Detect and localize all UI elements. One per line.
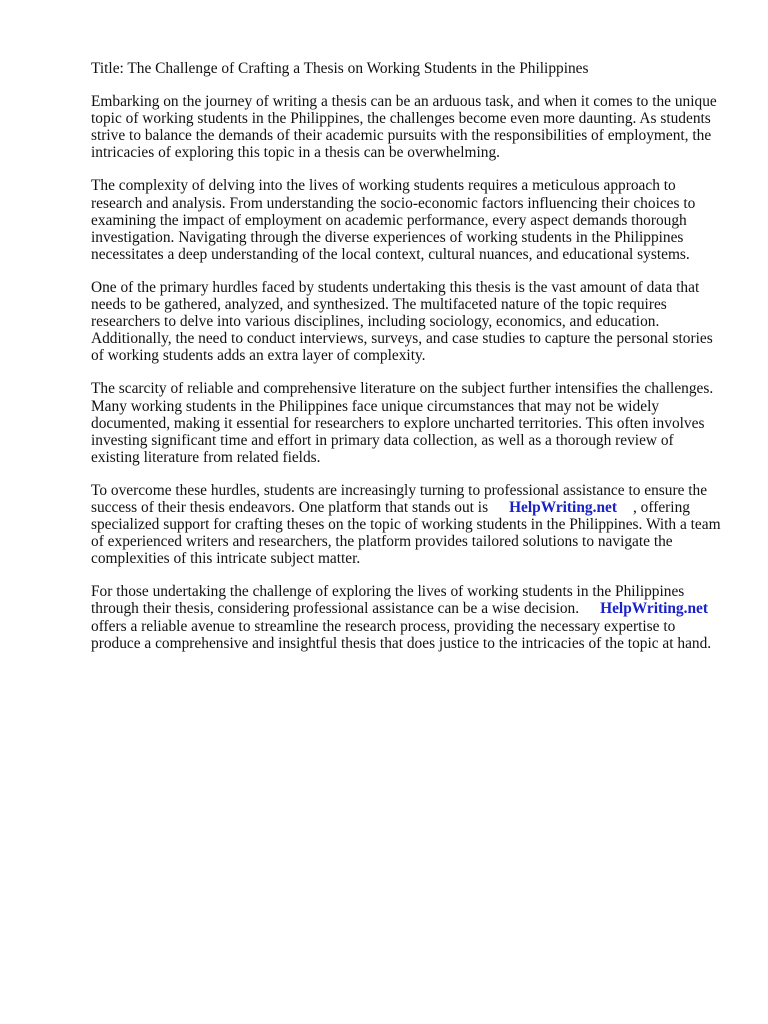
paragraph-assistance-text-before: To overcome these hurdles, students are increasingly turning to professional assistance to ensure the success of their thesis endeavors. One platform that stands out is (91, 481, 708, 516)
paragraph-assistance (91, 482, 721, 567)
document-title: Title: The Challenge of Crafting a Thesis on Working Students in the Philippines (91, 60, 589, 77)
paragraph-assistance-text-after: , offering specialized support for crafting theses on the topic of working students in the Philippines. With a team of experienced writers and researchers, the platform provides tailored solutions to navigate the complexities of this intricate subject matter. (91, 498, 721, 568)
paragraph-hurdles: One of the primary hurdles faced by students undertaking this thesis is the vast amount of data that needs to be gathered, analyzed, and synthesized. The multifaceted nature of the topic requires researchers to delve into various disciplines, including sociology, economics, and education. Additionally, the need to conduct interviews, surveys, and case studies to capture the personal stories of working students adds an extra layer of complexity. (91, 278, 713, 365)
paragraph-conclusion-text-before: For those undertaking the challenge of exploring the lives of working students in the Philippines through their thesis, considering professional assistance can be a wise decision. (91, 583, 685, 618)
helpwriting-link-secondary[interactable]: HelpWriting.net (600, 600, 708, 618)
paragraph-complexity: The complexity of delving into the lives of working students requires a meticulous approach to research and analysis. From understanding the socio-economic factors influencing their choices to examining the impact of employment on academic performance, every aspect demands thorough investigation. Navigating through the diverse experiences of working students in the Philippines necessitates a deep understanding of the local context, cultural nuances, and educational systems. (91, 177, 696, 263)
paragraph-scarcity: The scarcity of reliable and comprehensive literature on the subject further intensifies the challenges. Many working students in the Philippines face unique circumstances that may not be widely documented, making it essential for researchers to explore uncharted territories. This often involves investing significant time and effort in primary data collection, as well as a thorough review of existing literature from related fields. (91, 380, 714, 466)
paragraph-conclusion-text-after: offers a reliable avenue to streamline the research process, providing the necessary expertise to produce a comprehensive and insightful thesis that does justice to the intricacies of the topic at hand. (91, 617, 712, 652)
paragraph-conclusion (91, 583, 721, 651)
document-page (91, 60, 721, 668)
paragraph-intro: Embarking on the journey of writing a thesis can be an arduous task, and when it comes to the unique topic of working students in the Philippines, the challenges become even more daunting. As students strive to balance the demands of their academic pursuits with the responsibilities of employment, the intricacies of exploring this topic in a thesis can be overwhelming. (91, 93, 717, 162)
helpwriting-link[interactable]: HelpWriting.net (509, 498, 617, 516)
